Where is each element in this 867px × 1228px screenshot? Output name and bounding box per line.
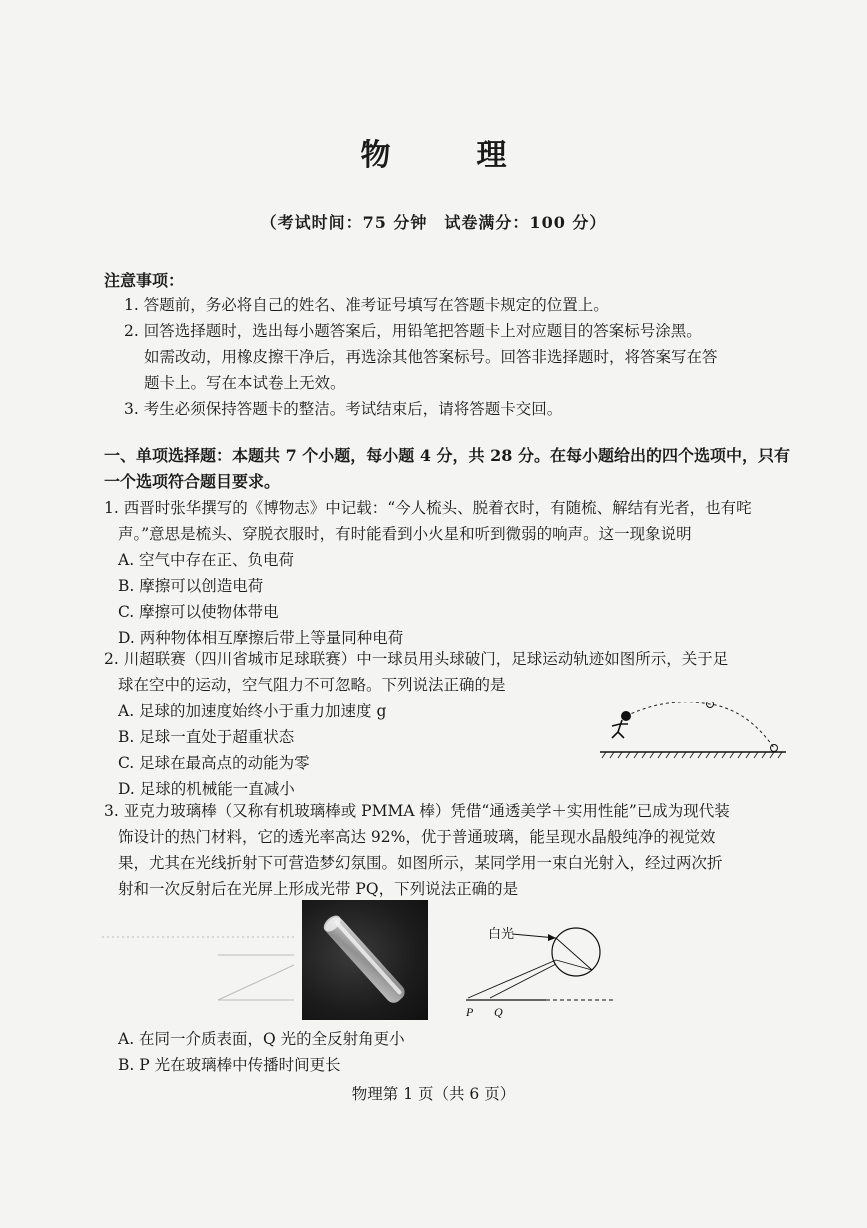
q1-option-c: C. 摩擦可以使物体带电 (118, 603, 279, 621)
player-head-icon (621, 711, 631, 721)
notice-item-1: 1. 答题前，务必将自己的姓名、准考证号填写在答题卡规定的位置上。 (124, 296, 609, 314)
q1-stem-1: 1. 西晋时张华撰写的《博物志》中记载：“今人梳头、脱着衣时，有随梳、解结有光者，也有咤 (104, 499, 752, 517)
rod-cross-section (552, 928, 600, 976)
page-footer: 物理第 1 页（共 6 页） (351, 1085, 516, 1103)
q2-stem-2: 球在空中的运动，空气阻力不可忽略。下列说法正确的是 (118, 676, 506, 694)
section-heading (104, 443, 794, 495)
faint-scan-artifact (98, 905, 298, 1015)
q3-option-b: B. P 光在玻璃棒中传播时间更长 (118, 1056, 341, 1074)
point-q-label: Q (494, 1005, 503, 1019)
question-3 (104, 798, 794, 902)
ground-hatch (602, 752, 782, 758)
notice-item-2-cont2: 题卡上。写在本试卷上无效。 (144, 374, 346, 392)
question-3-options (104, 1026, 794, 1078)
trajectory-path (626, 702, 774, 748)
notice-item-3: 3. 考生必须保持答题卡的整洁。考试结束后，请将答题卡交回。 (124, 400, 563, 418)
section-line-1: 一、单项选择题：本题共 7 个小题，每小题 4 分，共 28 分。在每小题给出的四个选项中，只有 (104, 446, 790, 465)
white-light-label: 白光 (488, 926, 515, 941)
point-p-label: P (466, 1005, 474, 1019)
q2-option-d: D. 足球的机械能一直减小 (118, 780, 295, 798)
q3-stem-4: 射和一次反射后在光屏上形成光带 PQ，下列说法正确的是 (118, 880, 519, 898)
question-1 (104, 495, 794, 651)
q3-stem-3: 果，尤其在光线折射下可营造梦幻氛围。如图所示，某同学用一束白光射入，经过两次折 (118, 854, 723, 872)
notice-item-2: 2. 回答选择题时，选出每小题答案后，用铅笔把答题卡上对应题目的答案标号涂黑。 (124, 322, 702, 340)
q2-stem-1: 2. 川超联赛（四川省城市足球联赛）中一球员用头球破门，足球运动轨迹如图所示，关于足 (104, 650, 729, 668)
exam-meta: （考试时间：75 分钟 试卷满分：100 分） (260, 213, 607, 232)
q3-stem-1: 3. 亚克力玻璃棒（又称有机玻璃棒或 PMMA 棒）凭借“通透美学＋实用性能”已成为现代装 (104, 802, 730, 820)
glass-rod-icon (302, 900, 428, 1020)
acrylic-rod-photo (302, 900, 428, 1020)
football-trajectory-figure (598, 702, 788, 762)
q3-option-a: A. 在同一介质表面，Q 光的全反射角更小 (118, 1030, 405, 1048)
ball-end-icon (771, 745, 778, 752)
q1-option-d: D. 两种物体相互摩擦后带上等量同种电荷 (118, 629, 404, 647)
notice-item-2-cont: 如需改动，用橡皮擦干净后，再选涂其他答案标号。回答非选择题时，将答案写在答 (144, 348, 718, 366)
q1-option-a: A. 空气中存在正、负电荷 (118, 551, 295, 569)
page-title: 物 理 (360, 138, 535, 173)
q2-option-a: A. 足球的加速度始终小于重力加速度 g (118, 702, 387, 720)
q1-stem-2: 声。”意思是梳头、穿脱衣服时，有时能看到小火星和听到微弱的响声。这一现象说明 (118, 525, 692, 543)
ball-top-icon (707, 702, 714, 708)
notice-list (124, 292, 784, 422)
section-line-2: 一个选项符合题目要求。 (104, 472, 281, 491)
refraction-diagram (460, 900, 620, 1020)
q2-option-c: C. 足球在最高点的动能为零 (118, 754, 310, 772)
q3-stem-2: 饰设计的热门材料，它的透光率高达 92%，优于普通玻璃，能呈现水晶般纯净的视觉效 (118, 828, 716, 846)
notice-heading: 注意事项： (104, 271, 185, 290)
q1-option-b: B. 摩擦可以创造电荷 (118, 577, 264, 595)
q2-option-b: B. 足球一直处于超重状态 (118, 728, 295, 746)
player-body-icon (612, 720, 628, 738)
